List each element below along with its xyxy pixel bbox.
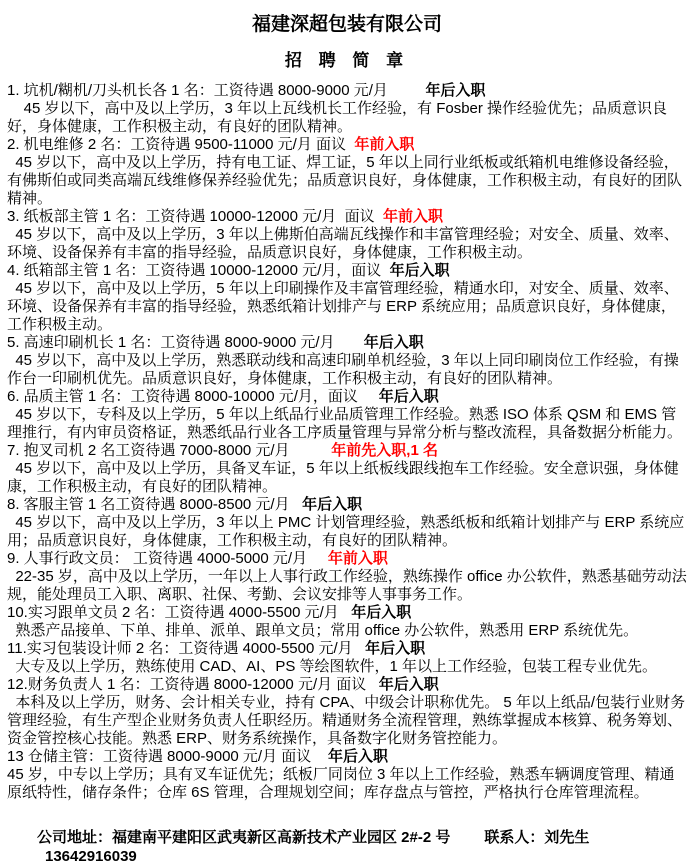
- job-heading: [7, 496, 687, 514]
- company-address: 公司地址：福建南平建阳区武夷新区高新技术产业园区 2#-2 号: [37, 829, 451, 846]
- job-title-salary: 4. 纸箱部主管 1 名：工资待遇 10000-12000 元/月，面议: [7, 262, 390, 279]
- job-requirements: 45 岁以下，高中及以上学历，3 年以上佛斯伯高端瓦线操作和丰富管理经验；对安全、质量、效率、环境、设备保养有丰富的指导经验，品质意识良好，身体健康，工作积极主动。: [7, 226, 679, 261]
- job-listing: [7, 262, 687, 334]
- job-title-salary: 7. 抱叉司机 2 名工资待遇 7000-8000 元/月: [7, 442, 332, 459]
- company-title: 福建深超包装有限公司: [251, 14, 442, 35]
- job-requirements: 45 岁以下，高中及以上学历，具备叉车证，5 年以上纸板线跟线抱车工作经验。安全意识强，身体健康，工作积极主动，有良好的团队精神。: [7, 460, 679, 495]
- job-title-salary: 10.实习跟单文员 2 名：工资待遇 4000-5500 元/月: [7, 604, 352, 621]
- job-entry-note: 年后入职: [327, 748, 388, 765]
- job-requirements: 45 岁以下，高中及以上学历，持有电工证、焊工证，5 年以上同行业纸板或纸箱机电维修设备经验，有佛斯伯或同类高端瓦线维修保养经验优先；品质意识良好，身体健康，工作积极主动，有良好的团队精神。: [7, 154, 683, 207]
- job-requirements: 45 岁以下，高中及以上学历，3 年以上瓦线机长工作经验，有 Fosber 操作经验优先；品质意识良好，身体健康，工作积极主动，有良好的团队精神。: [7, 100, 668, 135]
- job-entry-note: 年后入职: [363, 334, 424, 351]
- job-listing: [7, 208, 687, 262]
- job-requirements: 熟悉产品接单、下单、排单、派单、跟单文员；常用 office 办公软件，熟悉用 ERP 系统优先。: [7, 622, 639, 639]
- job-listing: [7, 550, 687, 604]
- announcement-title: 招 聘 简 章: [284, 51, 410, 70]
- job-entry-note: 年后入职: [389, 262, 450, 279]
- job-listing: [7, 676, 687, 748]
- job-heading: [7, 604, 687, 622]
- job-listing: [7, 136, 687, 208]
- job-requirements: 45 岁以下，高中及以上学历，5 年以上印刷操作及丰富管理经验，精通水印，对安全、质量、效率、环境、设备保养有丰富的指导经验，熟悉纸箱计划排产与 ERP 系统应用；品质意识良好，身体健康，工作积极主动。: [7, 280, 679, 333]
- contact-phone: 13642916039: [45, 848, 137, 865]
- doc-footer: [7, 828, 687, 866]
- job-heading: [7, 442, 687, 460]
- job-entry-note: 年后入职: [378, 676, 439, 693]
- job-title-salary: 9. 人事行政文员： 工资待遇 4000-5000 元/月: [7, 550, 328, 567]
- job-listing: [7, 748, 687, 802]
- job-listing: [7, 334, 687, 388]
- job-requirements: 45 岁以下，高中及以上学历，熟悉联动线和高速印刷单机经验，3 年以上同印刷岗位工作经验，有操作台一印刷机优先。品质意识良好，身体健康，工作积极主动，有良好的团队精神。: [7, 352, 679, 387]
- job-listing: [7, 604, 687, 640]
- job-listing: [7, 640, 687, 676]
- job-listing: [7, 388, 687, 442]
- job-heading: [7, 82, 687, 100]
- job-listing: [7, 496, 687, 550]
- job-heading: [7, 550, 687, 568]
- job-requirements: 大专及以上学历，熟练使用 CAD、AI、PS 等绘图软件，1 年以上工作经验，包装工程专业优先。: [7, 658, 658, 675]
- job-heading: [7, 388, 687, 406]
- job-title-salary: 11.实习包装设计师 2 名：工资待遇 4000-5500 元/月: [7, 640, 366, 657]
- job-heading: [7, 208, 687, 226]
- job-title-salary: 3. 纸板部主管 1 名：工资待遇 10000-12000 元/月 面议: [7, 208, 383, 225]
- job-listing: [7, 442, 687, 496]
- job-entry-note: 年前入职: [382, 208, 443, 225]
- job-listing: [7, 82, 687, 136]
- job-title-salary: 2. 机电维修 2 名：工资待遇 9500-11000 元/月 面议: [7, 136, 355, 153]
- job-entry-note: 年后入职: [378, 388, 439, 405]
- job-requirements: 22-35 岁，高中及以上学历，一年以上人事行政工作经验，熟练操作 office 办公软件，熟悉基础劳动法规，能处理员工入职、离职、社保、考勤、会议安排等人事事务工作。: [7, 568, 687, 603]
- job-heading: [7, 640, 687, 658]
- job-title-salary: 5. 高速印刷机长 1 名：工资待遇 8000-9000 元/月: [7, 334, 364, 351]
- job-title-salary: 12.财务负责人 1 名：工资待遇 8000-12000 元/月 面议: [7, 676, 379, 693]
- job-requirements: 45 岁以下，高中及以上学历，3 年以上 PMC 计划管理经验，熟悉纸板和纸箱计划排产与 ERP 系统应用；品质意识良好，身体健康，工作积极主动，有良好的团队精神。: [7, 514, 685, 549]
- job-entry-note: 年后入职: [425, 82, 486, 99]
- job-title-salary: 1. 坑机/糊机/刀头机长各 1 名：工资待遇 8000-9000 元/月: [7, 82, 426, 99]
- contact-person: 联系人：刘先生: [484, 829, 590, 846]
- job-list: [7, 82, 687, 802]
- job-heading: [7, 136, 687, 154]
- job-heading: [7, 262, 687, 280]
- job-entry-note: 年后入职: [351, 604, 412, 621]
- job-requirements: 45 岁以下，专科及以上学历，5 年以上纸品行业品质管理工作经验。熟悉 ISO 体系 QSM 和 EMS 管理推行，有内审员资格证，熟悉纸品行业各工序质量管理与异常分析与整改流程，具备数据分析能力。: [7, 406, 683, 441]
- job-requirements: 45 岁，中专以上学历；具有叉车证优先；纸板厂同岗位 3 年以上工作经验，熟悉车辆调度管理、精通原纸特性，储存条件；仓库 6S 管理，合理规划空间；库存盘点与管控，严格执行仓库管理流程。: [7, 766, 675, 801]
- job-entry-note: 年前先入职,1 名: [331, 442, 438, 459]
- job-entry-note: 年后入职: [302, 496, 363, 513]
- job-entry-note: 年前入职: [327, 550, 388, 567]
- job-heading: [7, 676, 687, 694]
- job-heading: [7, 748, 687, 766]
- job-heading: [7, 334, 687, 352]
- job-title-salary: 6. 品质主管 1 名：工资待遇 8000-10000 元/月，面议: [7, 388, 379, 405]
- job-requirements: 本科及以上学历，财务、会计相关专业，持有 CPA、中级会计职称优先。 5 年以上纸品/包装行业财务管理经验，有生产型企业财务负责人任职经历。精通财务全流程管理，熟练掌握成本核算、税务筹划、资金管控核心技能。熟悉 ERP、财务系统操作，具备数字化财务管控能力。: [7, 694, 686, 747]
- job-title-salary: 8. 客服主管 1 名工资待遇 8000-8500 元/月: [7, 496, 303, 513]
- job-entry-note: 年后入职: [365, 640, 426, 657]
- job-title-salary: 13 仓储主管：工资待遇 8000-9000 元/月 面议: [7, 748, 328, 765]
- job-entry-note: 年前入职: [354, 136, 415, 153]
